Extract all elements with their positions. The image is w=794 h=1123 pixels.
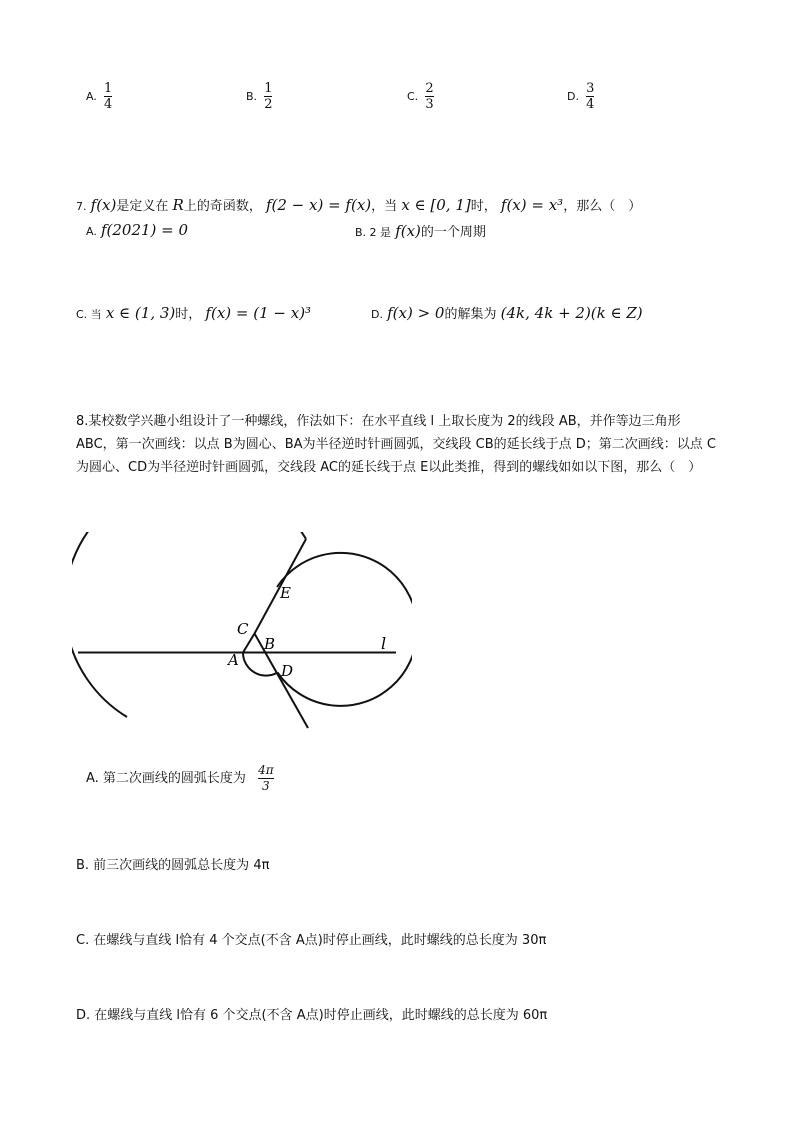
q6-option-a	[86, 82, 112, 111]
q8-option-c: C. 在螺线与直线 l恰有 4 个交点(不含 A点)时停止画线，此时螺线的总长度为 30π	[76, 933, 547, 948]
option-label: B. 2 是	[355, 226, 392, 239]
q7-option-a	[86, 221, 188, 239]
q7-stem	[76, 195, 641, 214]
arc-third	[72, 532, 306, 717]
math: f(x)	[90, 196, 117, 214]
text: 时，	[470, 199, 497, 214]
fraction	[586, 82, 594, 111]
option-label: B.	[246, 90, 258, 103]
text: ，那么（ ）	[563, 199, 642, 214]
q7-option-c	[76, 303, 311, 322]
numerator: 1	[264, 81, 273, 96]
math: f(x)	[395, 222, 421, 240]
math: f(x) > 0	[387, 304, 445, 322]
option-label: A.	[86, 225, 97, 238]
text: 时，	[175, 307, 202, 322]
denominator: 4	[103, 97, 113, 112]
numerator: 3	[586, 81, 595, 96]
numerator: 2	[425, 81, 434, 96]
option-label: C.	[407, 90, 419, 103]
option-text: A. 第二次画线的圆弧长度为	[86, 771, 246, 786]
text: 是定义在	[116, 199, 169, 214]
denominator: 4	[586, 97, 595, 112]
label-b: B	[264, 635, 276, 653]
fraction	[104, 82, 112, 111]
q6-option-b	[246, 82, 272, 111]
math: f(x) = x³	[500, 196, 564, 214]
fraction	[258, 764, 274, 793]
q8-option-d: D. 在螺线与直线 l恰有 6 个交点(不含 A点)时停止画线，此时螺线的总长度为 60π	[76, 1008, 548, 1023]
q8-stem: 8.某校数学兴趣小组设计了一种螺线，作法如下：在水平直线 l 上取长度为 2的线段 AB，并作等边三角形 ABC，第一次画线：以点 B为圆心、BA为半径逆时针画圆弧，交线段 CB的延长线于点 D；第二次画线：以点 C为圆心、CD为半径逆时针画圆弧，交线段 AC的延长线于点 E以此类推，得到的螺线如如以下图，那么（ ）	[76, 414, 717, 475]
numerator: 4π	[258, 763, 274, 777]
segment-cd	[255, 634, 309, 729]
math: x ∈ (1, 3)	[105, 304, 176, 322]
text: 的一个周期	[420, 225, 486, 240]
math: f(x) = (1 − x)³	[205, 304, 312, 322]
numerator: 1	[103, 81, 113, 96]
option-label: C. 当	[76, 308, 102, 321]
q7-option-b	[355, 221, 486, 240]
q8-option-a	[86, 764, 274, 793]
math: (4k, 4k + 2)(k ∈ Z)	[500, 304, 643, 322]
question-number: 7.	[76, 200, 87, 213]
label-a: A	[228, 651, 239, 669]
arc-second	[277, 553, 412, 706]
label-l: l	[381, 634, 387, 653]
text: 上的奇函数，	[183, 199, 262, 214]
denominator: 3	[425, 97, 434, 112]
q6-option-c	[407, 82, 434, 111]
text: ，当	[371, 199, 398, 214]
q8-option-b: B. 前三次画线的圆弧总长度为 4π	[76, 858, 270, 873]
option-label: D.	[567, 90, 579, 103]
math: R	[172, 196, 184, 214]
denominator: 2	[264, 97, 273, 112]
label-e: E	[280, 584, 291, 602]
q7-option-d	[371, 303, 643, 322]
label-d: D	[281, 662, 294, 680]
fraction	[264, 82, 272, 111]
math: f(2021) = 0	[100, 221, 189, 239]
text: 的解集为	[444, 307, 497, 322]
fraction	[425, 82, 433, 111]
spiral-figure	[72, 532, 412, 742]
option-label: A.	[86, 90, 97, 103]
denominator: 3	[262, 779, 270, 793]
math: f(2 − x) = f(x)	[265, 196, 372, 214]
math: x ∈ [0, 1]	[401, 196, 471, 214]
label-c: C	[237, 620, 249, 638]
option-label: D.	[371, 308, 383, 321]
q6-option-d	[567, 82, 594, 111]
